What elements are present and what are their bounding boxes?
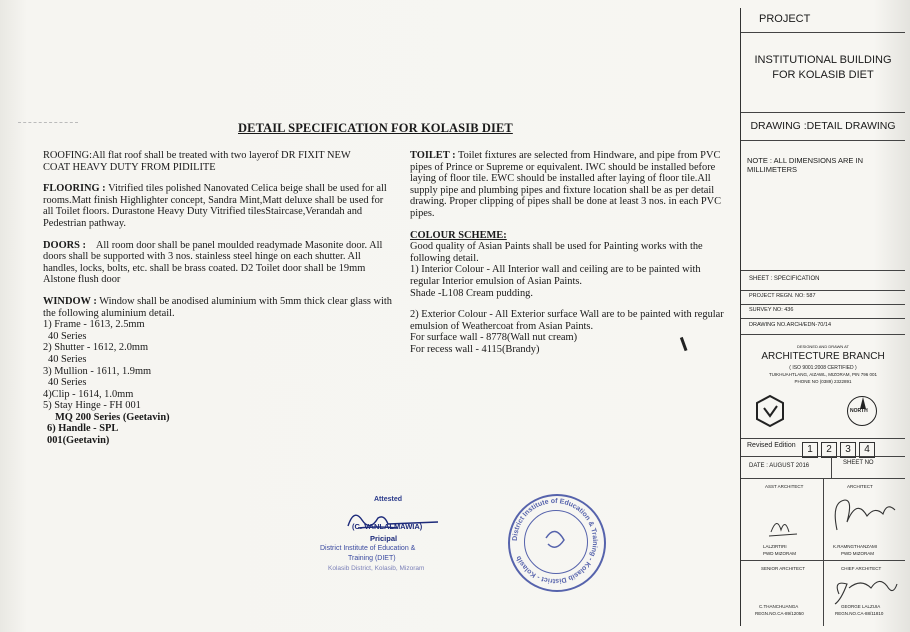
roofing-text: ROOFING:All flat roof shall be treated with two layerof DR FIXIT NEW COAT HEAVY DUTY FROM PIDILITE xyxy=(43,150,351,173)
colour-recess: For recess wall - 4115(Brandy) xyxy=(410,343,540,355)
drawing-title: DRAWING :DETAIL DRAWING xyxy=(750,120,896,132)
date-cell xyxy=(741,456,905,479)
window-item: 40 Series xyxy=(48,353,87,365)
doors-heading: DOORS : xyxy=(43,239,87,251)
principal-org: District Institute of Education & xyxy=(320,545,416,552)
window-text: Window shall be anodised aluminium with 5mm thick clear glass with the following aluminium detail. xyxy=(43,295,392,319)
senior-architect-name: C.THANCHUANGA xyxy=(759,604,799,609)
designed-by: DESIGNED AND DRAWN AT xyxy=(796,344,849,349)
note-text: NOTE : ALL DIMENSIONS ARE IN MILLIMETERS xyxy=(747,156,864,174)
edition-number: 4 xyxy=(859,442,875,458)
architect-cell xyxy=(741,478,905,561)
flooring-heading: FLOORING : xyxy=(43,183,106,195)
doors-text: All room door shall be panel moulded readymade Masonite door. All doors shall be supported with 3 nos. stainless steel hinge on each shutter. All handles, locks, bolts, etc. shall be brass coated. D2 Toilet door shall be 19mm Alstone flush door xyxy=(43,239,383,286)
principal-name: (C. VANLALMAWIA) xyxy=(352,522,423,531)
project-label-cell xyxy=(741,8,905,33)
architect-signature xyxy=(827,492,903,538)
drawing-no-cell xyxy=(741,318,905,335)
edition-number: 3 xyxy=(840,442,856,458)
flooring-text: Vitrified tiles polished Nanovated Celica beige shall be used for all rooms.Matt finish Highlighter concept, Sandra Mint,Matt deluxe shall be used for all Toilet floors. Durastone Heavy Duty Vitrified tilesStaircase,Verandah and Pedestrian pathway. xyxy=(43,183,387,229)
principal-org: Kolasib District, Kolasib, Mizoram xyxy=(328,565,425,572)
project-label: PROJECT xyxy=(759,13,811,25)
north-icon xyxy=(847,396,877,426)
sheet-no-label: SHEET NO xyxy=(843,460,874,466)
project-cell xyxy=(741,32,905,113)
window-item: 5) Stay Hinge - FH 001 xyxy=(43,400,141,412)
toilet-paragraph xyxy=(410,150,728,220)
seal-text: District Institute of Education & Training - Kolasib District - Kolasib xyxy=(511,497,599,585)
project-regn: PROJECT REGN. NO: 587 xyxy=(749,293,816,299)
edition-number: 2 xyxy=(821,442,837,458)
edition-number: 1 xyxy=(802,442,818,458)
principal-org: Training (DIET) xyxy=(348,555,396,562)
window-item-bold: 6) Handle - SPL xyxy=(47,423,119,435)
window-item: 1) Frame - 1613, 2.5mm xyxy=(43,319,145,331)
branch-name: ARCHITECTURE BRANCH xyxy=(761,351,885,362)
window-paragraph xyxy=(43,296,393,319)
revised-edition-label: Revised Edition xyxy=(747,442,796,449)
architect-dept: PWD MIZORAM xyxy=(841,551,874,556)
drawing-cell xyxy=(741,112,905,141)
address-text: TUIKHUAHTLANG, AIZAWL, MIZORAM, PIN 796 001 xyxy=(768,372,878,377)
architect-name: K.RAMNGTHANZAMI xyxy=(833,544,878,549)
sheet-label: SHEET : SPECIFICATION xyxy=(749,276,820,282)
senior-architect-regn: REGN.NO.CA-89/12050 xyxy=(755,611,804,616)
branch-cell xyxy=(741,334,905,439)
survey-no: SURVEY NO: 436 xyxy=(749,307,794,313)
senior-architect-label: SENIOR ARCHITECT xyxy=(761,566,806,571)
iso-text: ( ISO 9001:2008 CERTIFIED ) xyxy=(789,365,857,371)
institute-seal xyxy=(508,494,606,592)
regn-cell xyxy=(741,290,905,305)
chief-architect-name: GEORGE LALZUIA xyxy=(841,604,881,609)
chief-architect-regn: REGN.NO.CA-88/11810 xyxy=(835,611,884,616)
window-heading: WINDOW : xyxy=(43,295,97,307)
project-name: FOR KOLASIB DIET xyxy=(772,69,874,81)
logo-icon xyxy=(755,394,785,428)
window-item: 40 Series xyxy=(48,377,87,389)
revision-cell xyxy=(741,438,905,457)
colour-shade: Shade -L108 Cream pudding. xyxy=(410,287,533,299)
doors-paragraph xyxy=(43,240,393,286)
left-column xyxy=(43,150,393,447)
toilet-text: Toilet fixtures are selected from Hindware, and pipe from PVC pipes of Prince or Supreme or equivalent. IWC should be installed before laying of floor tile. EWC should be installed after laying of floor tile.All supply pipe and plumbing pipes and fixture location shall be as per detail drawing. Proper clipping of pipes shall be done at least 3 nos. in each PVC pipes. xyxy=(410,150,722,219)
colour-intro: Good quality of Asian Paints shall be used for Painting works with the following detail. xyxy=(410,241,703,264)
toilet-heading: TOILET : xyxy=(410,150,456,161)
project-name: INSTITUTIONAL BUILDING xyxy=(754,54,892,66)
attested-label: Attested xyxy=(374,496,403,503)
window-item-bold: MQ 200 Series (Geetavin) xyxy=(55,411,170,423)
asst-signature xyxy=(763,512,803,542)
window-item: 3) Mullion - 1611, 1.9mm xyxy=(43,365,152,377)
sheet-cell xyxy=(741,270,905,291)
chief-architect-label: CHIEF ARCHITECT xyxy=(841,566,882,571)
senior-architect-cell xyxy=(741,560,905,626)
phone-text: PHONE NO (0389) 2322891 xyxy=(794,379,852,384)
page-title: DETAIL SPECIFICATION FOR KOLASIB DIET xyxy=(238,121,513,135)
title-block xyxy=(740,8,905,626)
colour-exterior: 2) Exterior Colour - All Exterior surface Wall are to be painted with regular emulsion of Weathercoat from Asian Paints. xyxy=(410,309,724,332)
svg-text:District Institute of Educatio xyxy=(512,498,598,584)
principal-role: Pricipal xyxy=(370,534,398,543)
colour-interior: 1) Interior Colour - All Interior wall and ceiling are to be painted with regular Interior emulsion of Asian Paints. xyxy=(410,264,701,287)
architect-label: ARCHITECT xyxy=(847,484,873,489)
principal-signature-block xyxy=(318,492,468,582)
window-item: 4)Clip - 1614, 1.0mm xyxy=(43,388,134,400)
colour-surface: For surface wall - 8778(Wall nut cream) xyxy=(410,332,578,344)
north-label: NORTH xyxy=(850,408,868,414)
asst-architect-dept: PWD MIZORAM xyxy=(763,551,796,556)
flooring-paragraph xyxy=(43,183,393,229)
date-text: DATE : AUGUST 2016 xyxy=(749,463,810,469)
colour-heading: COLOUR SCHEME: xyxy=(410,229,507,241)
window-item: 40 Series xyxy=(48,330,87,342)
asst-architect-name: LALZIRTIRI xyxy=(763,544,787,549)
drawing-no: DRAWING NO.ARCH/EDN-70/14 xyxy=(749,322,832,328)
note-cell xyxy=(741,140,905,271)
asst-architect-label: ASST ARCHITECT xyxy=(765,484,804,489)
survey-cell xyxy=(741,304,905,319)
window-item: 2) Shutter - 1612, 2.0mm xyxy=(43,342,149,354)
seal-ring-text xyxy=(508,494,602,588)
window-item-bold: 001(Geetavin) xyxy=(47,435,110,447)
right-column xyxy=(410,150,728,356)
